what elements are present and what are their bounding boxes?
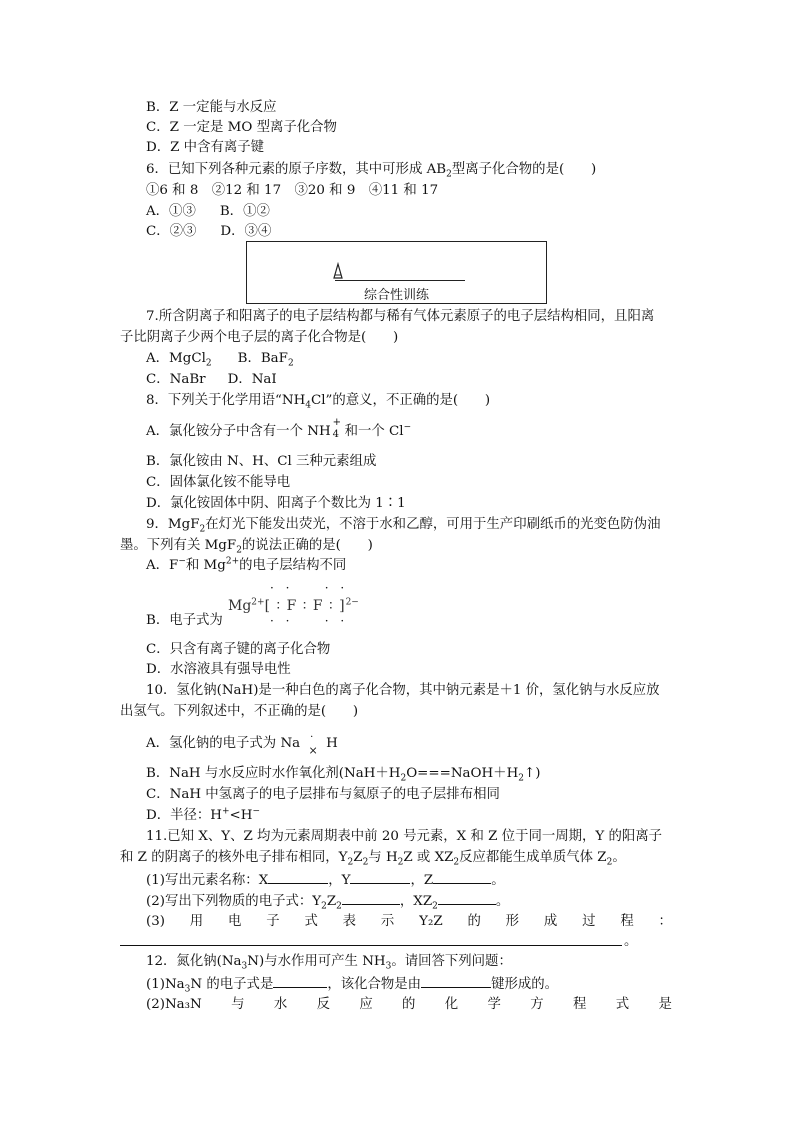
q9-stem-line1: 9．MgF$_2$在灯光下能发出荧光，不溶于水和乙醇，可用于生产印刷纸币的光变色防伪油 [146, 517, 661, 535]
q12-part2-word-8: 方 [530, 997, 544, 1012]
blank-y2z2[interactable] [342, 890, 400, 905]
q8-option-d: D．氯化铵固体中阴、阳离子个数比为 1∶1 [146, 496, 406, 511]
q12-part2-word-3: 反 [316, 997, 330, 1012]
q6-options-cd: C．②③ D．③④ [146, 224, 272, 239]
q11-part3-word-2: 电 [228, 914, 242, 929]
blank-x[interactable] [268, 869, 328, 884]
q10-option-b: B．NaH 与水反应时水作氧化剂$(NaH+H_2O===NaOH+H_2↑)$ [146, 766, 541, 784]
q11-part3-word-7: Y₂Z [419, 914, 443, 929]
q12-part2-word-1: 与 [231, 997, 245, 1012]
q11-part3-word-11: 过 [582, 914, 596, 929]
section-title: 综合性训练 [363, 288, 429, 303]
q11-answer-line[interactable] [120, 945, 622, 946]
section-header-box [246, 241, 547, 304]
q12-part2-word-7: 学 [487, 997, 501, 1012]
q8-option-c: C．固体氯化铵不能导电 [146, 475, 291, 490]
q12-part2-word-6: 化 [444, 997, 459, 1012]
blank-z[interactable] [433, 869, 491, 884]
q7-stem-line1: 7.所含阴离子和阳离子的电子层结构都与稀有气体元素原子的电子层结构相同，且阳离 [146, 309, 655, 324]
q5-option-b: B．Z 一定能与水反应 [146, 100, 277, 115]
q11-part3-word-12: 程 [620, 914, 634, 929]
q9-option-c: C．只含有离子键的离子化合物 [146, 642, 331, 657]
q8-option-a: A．氯化铵分子中含有一个 NH + 4 和一个 Cl− [146, 417, 412, 440]
q11-part2: (2)写出下列物质的电子式：$Y_2Z_2$ ，$XZ_2$ 。 [146, 890, 509, 912]
blank-y[interactable] [350, 869, 410, 884]
q12-part2-word-11: 是 [658, 997, 672, 1012]
q12-part2-word-0: (2)Na₃N [146, 997, 202, 1012]
pencil-icon [331, 262, 345, 280]
q6-options-ab: A．①③ B．①② [146, 204, 270, 219]
electron-dots-top: · · · · [270, 581, 349, 595]
q11-part3 [146, 912, 672, 932]
section-rule [335, 280, 465, 281]
q11-part3-word-8: 的 [467, 914, 481, 929]
q12-part2-word-10: 式 [615, 997, 630, 1012]
q12-stem: 12．氮化钠$(Na_3N)$与水作用可产生 $NH_3$。请回答下列问题： [146, 954, 512, 972]
q11-part3-word-1: 用 [189, 914, 204, 929]
q10-option-a: A．氢化钠的电子式为 Na · $_\times$ H [146, 732, 338, 757]
q11-part3-word-4: 式 [304, 914, 318, 929]
q11-part3-word-3: 子 [266, 914, 280, 929]
q10-stem-line1: 10．氢化钠(NaH)是一种白色的离子化合物，其中钠元素是＋1 价，氢化钠与水反应放 [146, 683, 660, 698]
blank-xz2[interactable] [438, 890, 496, 905]
q7-stem-line2: 子比阴离子少两个电子层的离子化合物是( ) [120, 330, 399, 345]
blank-na3n-formula[interactable] [273, 973, 327, 988]
q5-option-c: C．Z 一定是 MO 型离子化合物 [146, 120, 337, 135]
q11-part3-word-6: 示 [380, 914, 395, 929]
q12-part2-word-4: 应 [359, 997, 373, 1012]
q12-part2 [146, 995, 672, 1015]
q9-option-d: D．水溶液具有强导电性 [146, 662, 291, 677]
q8-stem: 8．下列关于化学用语“$NH_4Cl$”的意义，不正确的是( ) [146, 393, 491, 411]
q11-part3-word-0: (3) [146, 914, 165, 929]
q7-options-ab: A．MgCl$_2$ B．BaF$_2$ [146, 351, 294, 369]
q10-stem-line2: 出氢气。下列叙述中，不正确的是( ) [120, 704, 359, 719]
q9-stem-line2: 墨。下列有关 MgF$_2$的说法正确的是( ) [120, 538, 373, 556]
q12-part2-word-9: 程 [572, 997, 587, 1012]
q6-stem: 6．已知下列各种元素的原子序数，其中可形成 $AB_2$型离子化合物的是( ) [146, 162, 597, 180]
q5-option-d: D．Z 中含有离子键 [146, 140, 265, 155]
q9-option-a: A．F−和 $Mg^{2+}$的电子层结构不同 [146, 556, 347, 573]
q11-stem-line1: 11.已知 X、Y、Z 均为元素周期表中前 20 号元素，X 和 Z 位于同一周期，Y 的阳离子 [146, 829, 663, 844]
q7-options-cd: C．NaBr D．NaI [146, 372, 277, 387]
q11-part3-end: 。 [624, 934, 638, 949]
q10-option-d: D．半径：H+<H− [146, 806, 260, 823]
electron-dots-bottom: · · · · [270, 614, 349, 628]
blank-bond-type[interactable] [421, 973, 491, 988]
q11-part3-word-5: 表 [342, 914, 357, 929]
q12-part2-word-5: 的 [402, 997, 416, 1012]
q9-option-b: B．电子式为 [146, 613, 223, 628]
q12-part2-word-2: 水 [273, 997, 288, 1012]
q8-option-b: B．氯化铵由 N、H、Cl 三种元素组成 [146, 454, 377, 469]
q11-part1: (1)写出元素名称：X ，Y ，Z 。 [146, 869, 505, 891]
q11-part3-word-9: 形 [505, 914, 520, 929]
q11-stem-line2: 和 Z 的阴离子的核外电子排布相同，$Y_2Z_2$与 $H_2Z$ 或 $XZ_2$反应都能生成单质气体 $Z_2$。 [120, 850, 626, 868]
q12-part1: $(1)Na_3N$ 的电子式是 ，该化合物是由 键形成的。 [146, 973, 558, 995]
mgf2-electron-formula: $Mg^{2+}$[ ∶ F ∶ F ∶ ]$^{2-}$ [228, 597, 359, 614]
q6-list: ①6 和 8 ②12 和 17 ③20 和 9 ④11 和 17 [146, 183, 439, 198]
q11-part3-word-10: 成 [543, 914, 558, 929]
q11-part3-word-13: ： [658, 914, 672, 929]
q10-option-c: C．NaH 中氢离子的电子层排布与氦原子的电子层排布相同 [146, 787, 500, 802]
